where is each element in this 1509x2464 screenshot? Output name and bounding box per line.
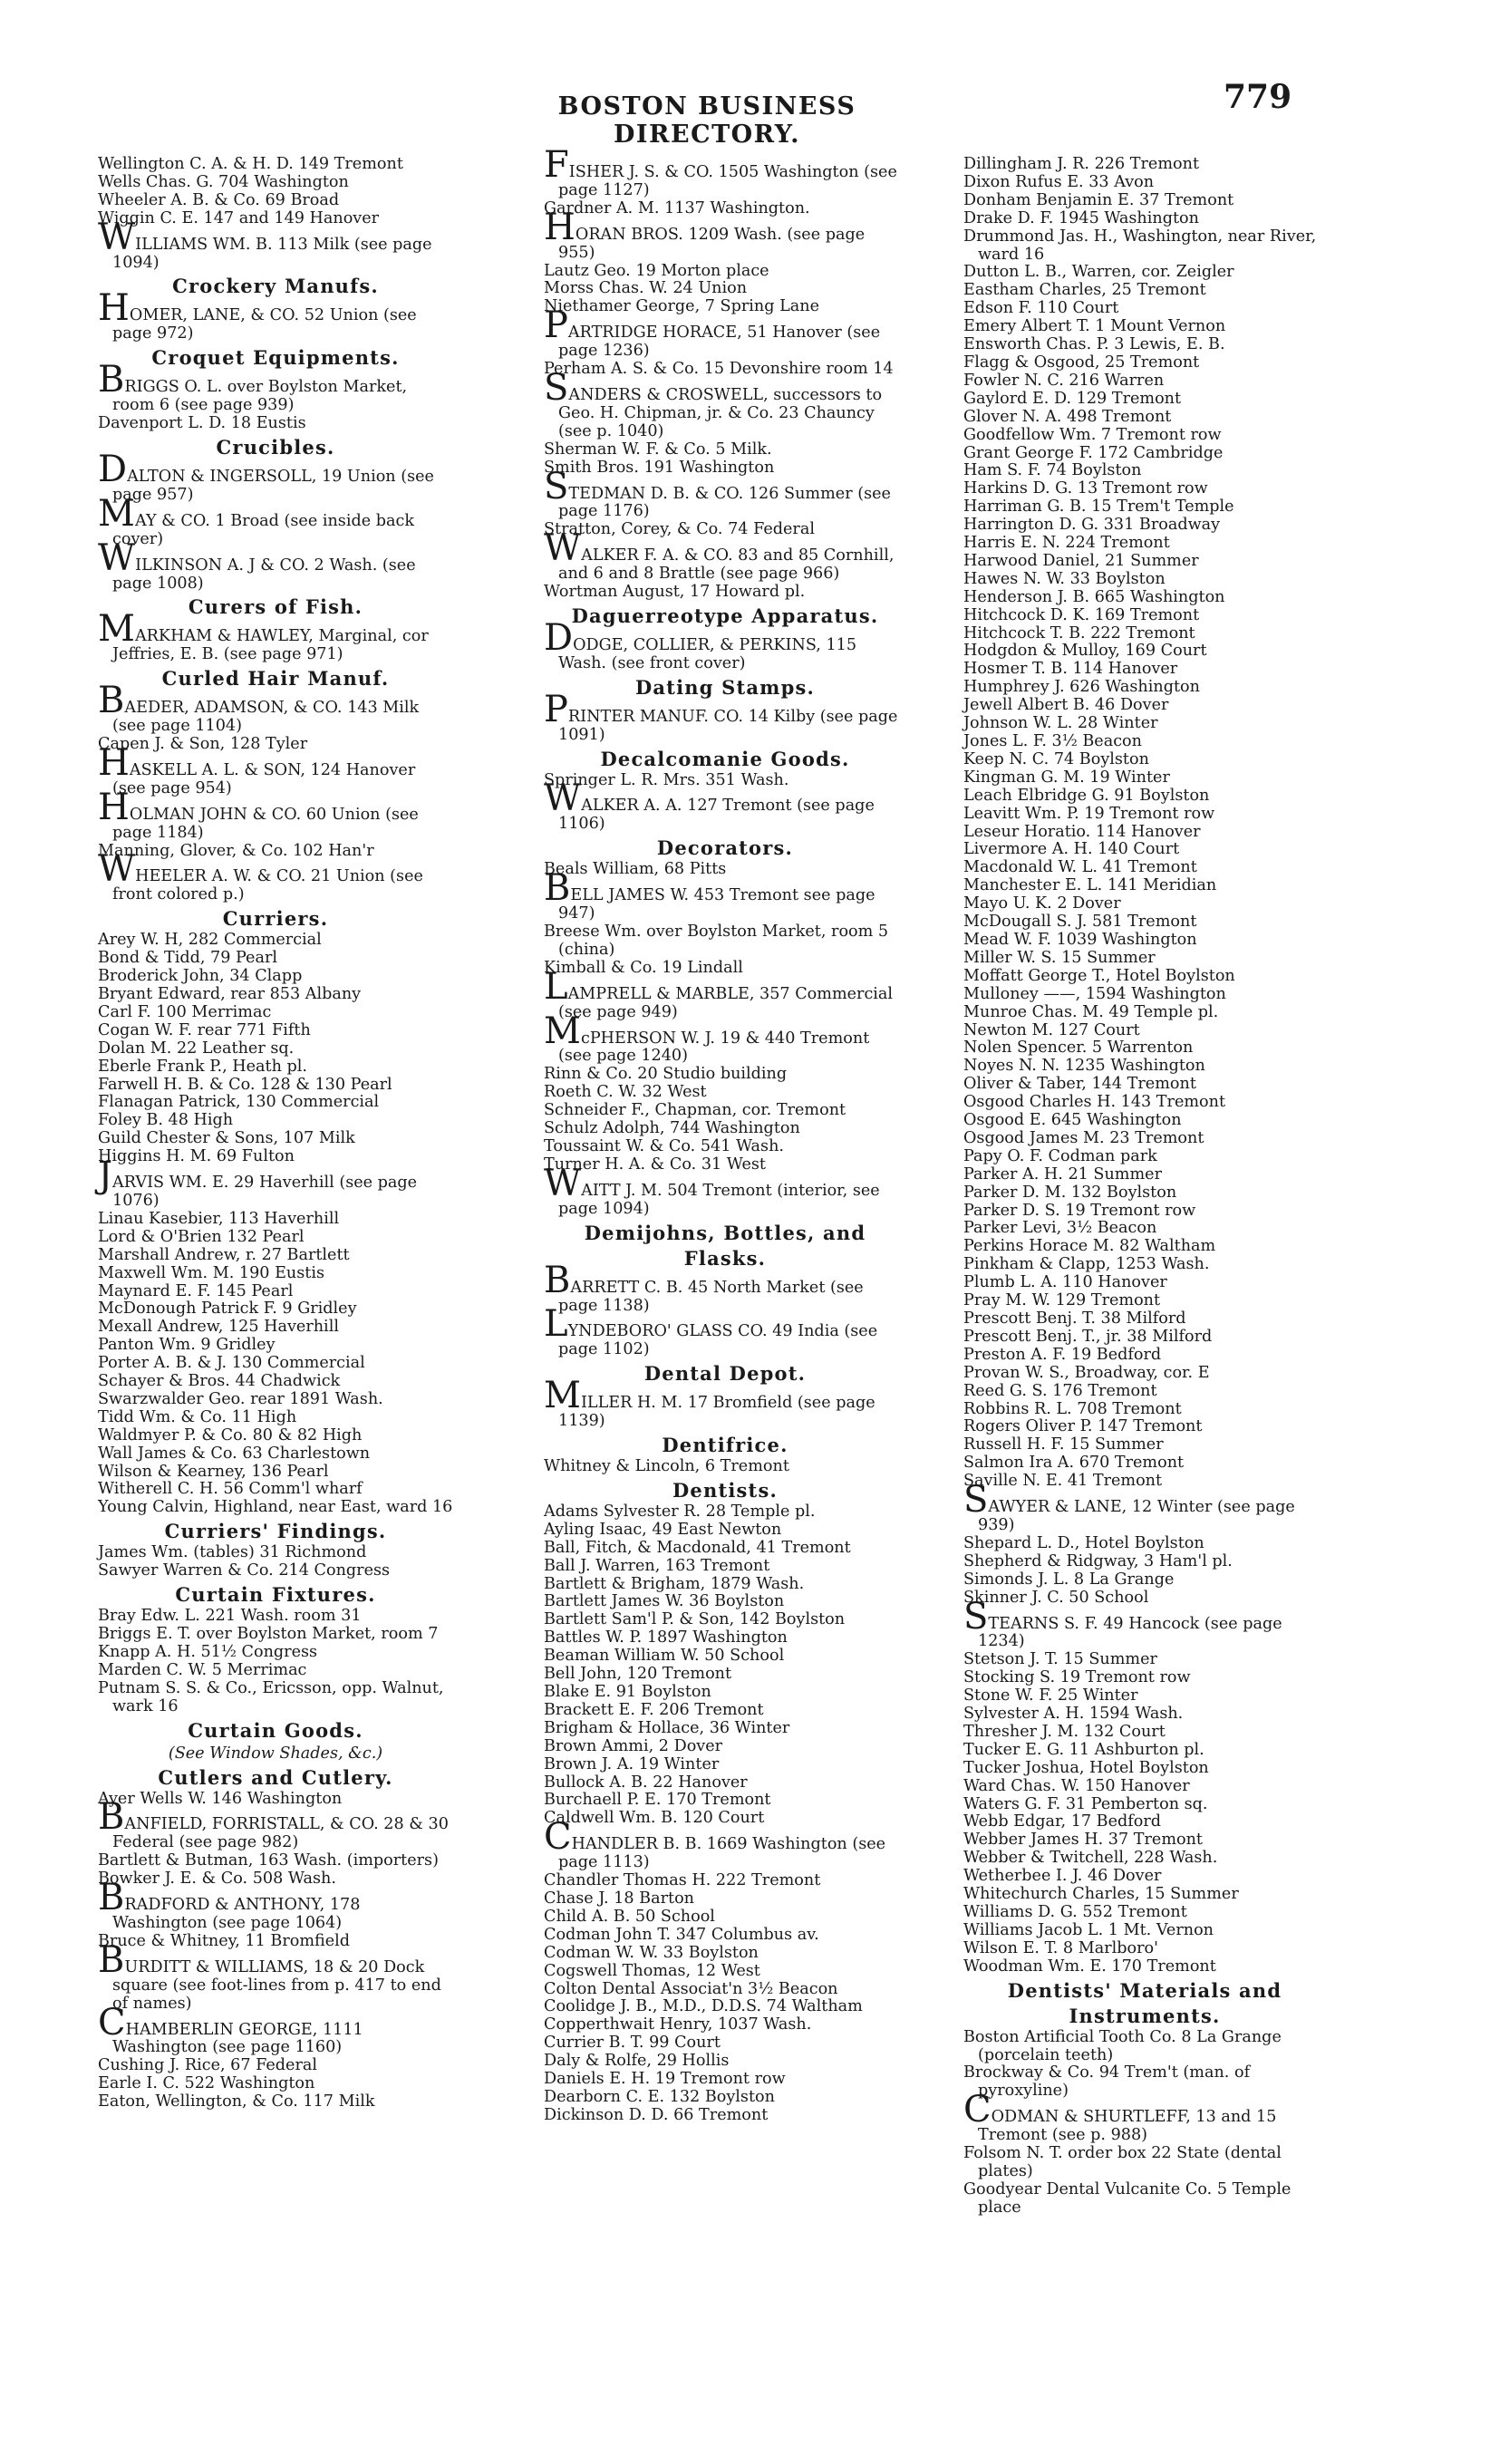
- directory-entry: Fowler N. C. 216 Warren: [963, 371, 1165, 390]
- directory-entry: Drummond Jas. H., Washington, near River, ward 16: [963, 227, 1317, 264]
- directory-entry: Linau Kasebier, 113 Haverhill: [98, 1209, 340, 1228]
- directory-entry: Codman W. W. 33 Boylston: [544, 1943, 759, 1962]
- advertiser-entry: WHEELER A. W. & CO. 21 Union (see front colored p.): [98, 848, 423, 904]
- directory-entry: Munroe Chas. M. 49 Temple pl.: [963, 1002, 1219, 1021]
- directory-entry: Shepard L. D., Hotel Boylston: [963, 1533, 1204, 1552]
- directory-entry: Moffatt George T., Hotel Boylston: [963, 966, 1235, 985]
- directory-entry: Preston A. F. 19 Bedford: [963, 1345, 1162, 1364]
- directory-entry: Pinkham & Clapp, 1253 Wash.: [963, 1255, 1210, 1274]
- category-heading: Dating Stamps.: [634, 675, 816, 699]
- category-heading: Dentifrice.: [662, 1434, 788, 1457]
- directory-entry: Pray M. W. 129 Tremont: [963, 1291, 1161, 1310]
- category-heading: Curers of Fish.: [188, 595, 363, 619]
- directory-entry: Eberle Frank P., Heath pl.: [98, 1057, 308, 1076]
- directory-entry: Mead W. F. 1039 Washington: [963, 930, 1197, 949]
- directory-entry: Dickinson D. D. 66 Tremont: [544, 2105, 769, 2124]
- directory-entry: Grant George F. 172 Cambridge: [963, 443, 1224, 462]
- directory-entry: Turner H. A. & Co. 31 West: [544, 1155, 766, 1174]
- directory-entry: Burchaell P. E. 170 Tremont: [544, 1791, 771, 1810]
- category-heading: Crucibles.: [216, 435, 335, 459]
- directory-entry: Hitchcock D. K. 169 Tremont: [963, 605, 1200, 624]
- directory-entry: Leavitt Wm. P. 19 Tremont row: [963, 804, 1215, 823]
- directory-entry: Rogers Oliver P. 147 Tremont: [963, 1417, 1203, 1436]
- directory-entry: James Wm. (tables) 31 Richmond: [98, 1543, 367, 1562]
- advertiser-entry: BELL JAMES W. 453 Tremont see page 947): [544, 867, 875, 923]
- directory-entry: Williams D. G. 552 Tremont: [963, 1903, 1187, 1921]
- directory-entry: Macdonald W. L. 41 Tremont: [963, 858, 1197, 877]
- directory-entry: Shepherd & Ridgway, 3 Ham'l pl.: [963, 1551, 1233, 1570]
- directory-entry: Brown J. A. 19 Winter: [544, 1754, 720, 1773]
- directory-entry: Ham S. F. 74 Boylston: [963, 461, 1142, 480]
- directory-entry: Toussaint W. & Co. 541 Wash.: [544, 1136, 785, 1155]
- category-heading: Demijohns, Bottles, and Flasks.: [584, 1221, 866, 1270]
- directory-entry: Blake E. 91 Boylston: [544, 1683, 711, 1701]
- directory-entry: Lautz Geo. 19 Morton place: [544, 261, 769, 280]
- directory-entry: Saville N. E. 41 Tremont: [963, 1472, 1163, 1491]
- advertiser-entry: STEARNS S. F. 49 Hancock (see page 1234): [963, 1595, 1282, 1651]
- directory-entry: Beals William, 68 Pitts: [544, 860, 727, 879]
- directory-entry: Codman John T. 347 Columbus av.: [544, 1925, 819, 1944]
- directory-entry: Copperthwait Henry, 1037 Wash.: [544, 2015, 812, 2034]
- column-3: [963, 156, 1326, 2218]
- directory-entry: Prescott Benj. T. 38 Milford: [963, 1309, 1186, 1328]
- directory-entry: Cushing J. Rice, 67 Federal: [98, 2056, 317, 2075]
- directory-entry: Wetherbee I. J. 46 Dover: [963, 1867, 1162, 1886]
- directory-entry: Bell John, 120 Tremont: [544, 1665, 732, 1684]
- column-2: [544, 144, 906, 2125]
- directory-entry: Sherman W. F. & Co. 5 Milk.: [544, 440, 772, 459]
- directory-entry: Livermore A. H. 140 Court: [963, 840, 1180, 859]
- directory-entry: Wilson & Kearney, 136 Pearl: [98, 1462, 329, 1481]
- directory-entry: Osgood E. 645 Washington: [963, 1111, 1182, 1130]
- directory-entry: Battles W. P. 1897 Washington: [544, 1628, 788, 1647]
- category-heading: Croquet Equipments.: [151, 346, 400, 370]
- directory-entry: Folsom N. T. order box 22 State (dental plates): [963, 2144, 1282, 2180]
- advertiser-entry: WILLIAMS WM. B. 113 Milk (see page 1094): [98, 216, 432, 272]
- directory-entry: Chase J. 18 Barton: [544, 1889, 694, 1908]
- advertiser-entry: BARRETT C. B. 45 North Market (see page 1138): [544, 1259, 864, 1315]
- directory-entry: Schneider F., Chapman, cor. Tremont: [544, 1101, 846, 1120]
- directory-entry: Dixon Rufus E. 33 Avon: [963, 172, 1155, 191]
- directory-entry: Ayling Isaac, 49 East Newton: [544, 1520, 782, 1539]
- directory-entry: Wortman August, 17 Howard pl.: [544, 583, 806, 602]
- directory-entry: Maxwell Wm. M. 190 Eustis: [98, 1263, 324, 1282]
- page-number: 779: [1224, 78, 1292, 116]
- directory-entry: Donham Benjamin E. 37 Tremont: [963, 190, 1234, 209]
- directory-entry: Waters G. F. 31 Pemberton sq.: [963, 1794, 1208, 1813]
- directory-entry: Leseur Horatio. 114 Hanover: [963, 822, 1201, 841]
- directory-entry: Porter A. B. & J. 130 Commercial: [98, 1354, 365, 1373]
- directory-entry: Mexall Andrew, 125 Haverhill: [98, 1318, 339, 1337]
- directory-entry: Oliver & Taber, 144 Tremont: [963, 1075, 1196, 1094]
- advertiser-entry: MILLER H. M. 17 Bromfield (see page 1139): [544, 1375, 875, 1431]
- directory-entry: Dillingham J. R. 226 Tremont: [963, 155, 1200, 173]
- directory-entry: Wells Chas. G. 704 Washington: [98, 172, 349, 191]
- advertiser-entry: BRIGGS O. L. over Boylston Market, room 6 (see page 939): [98, 359, 408, 415]
- advertiser-entry: HOLMAN JOHN & CO. 60 Union (see page 1184): [98, 786, 419, 842]
- advertiser-entry: FISHER J. S. & CO. 1505 Washington (see page 1127): [544, 144, 897, 199]
- category-heading: Crockery Manufs.: [172, 275, 379, 298]
- directory-entry: Webb Edgar, 17 Bedford: [963, 1812, 1162, 1831]
- directory-entry: Flanagan Patrick, 130 Commercial: [98, 1093, 380, 1112]
- directory-entry: Hawes N. W. 33 Boylston: [963, 569, 1166, 588]
- advertiser-entry: LAMPRELL & MARBLE, 357 Commercial (see page 949): [544, 965, 894, 1021]
- directory-entry: Young Calvin, Highland, near East, ward 16: [98, 1498, 453, 1517]
- directory-entry: Brigham & Hollace, 36 Winter: [544, 1718, 790, 1737]
- directory-entry: Bartlett & Brigham, 1879 Wash.: [544, 1574, 805, 1593]
- directory-entry: Wellington C. A. & H. D. 149 Tremont: [98, 155, 403, 173]
- directory-entry: Knapp A. H. 51½ Congress: [98, 1642, 318, 1661]
- directory-entry: Arey W. H, 282 Commercial: [98, 931, 322, 950]
- directory-entry: Glover N. A. 498 Tremont: [963, 407, 1172, 426]
- directory-entry: Osgood James M. 23 Tremont: [963, 1128, 1204, 1147]
- column-1: [98, 156, 453, 2111]
- directory-entry: Whitechurch Charles, 15 Summer: [963, 1885, 1239, 1904]
- advertiser-entry: CHAMBERLIN GEORGE, 1111 Washington (see page 1160): [98, 2001, 363, 2057]
- directory-entry: Waldmyer P. & Co. 80 & 82 High: [98, 1425, 363, 1445]
- advertiser-entry: SAWYER & LANE, 12 Winter (see page 939): [963, 1479, 1295, 1534]
- directory-entry: Bruce & Whitney, 11 Bromfield: [98, 1931, 351, 1950]
- directory-entry: Tucker E. G. 11 Ashburton pl.: [963, 1740, 1204, 1759]
- advertiser-entry: MAY & CO. 1 Broad (see inside back cover): [98, 492, 414, 548]
- directory-entry: Bowker J. E. & Co. 508 Wash.: [98, 1870, 336, 1889]
- directory-entry: Webber James H. 37 Tremont: [963, 1831, 1204, 1850]
- directory-entry: Broderick John, 34 Clapp: [98, 967, 303, 986]
- advertiser-entry: BAEDER, ADAMSON, & CO. 143 Milk (see page 1104): [98, 680, 420, 736]
- directory-entry: Thresher J. M. 132 Court: [963, 1722, 1166, 1741]
- category-heading: Curled Hair Manuf.: [161, 667, 390, 691]
- category-heading: Cutlers and Cutlery.: [158, 1765, 393, 1789]
- directory-entry: Wilson E. T. 8 Marlboro': [963, 1938, 1158, 1957]
- advertiser-entry: PRINTER MANUF. CO. 14 Kilby (see page 1091): [544, 688, 898, 744]
- advertiser-entry: McPHERSON W. J. 19 & 440 Tremont (see page 1240): [544, 1010, 870, 1066]
- directory-entry: Jones L. F. 3½ Beacon: [963, 732, 1142, 750]
- directory-entry: Noyes N. N. 1235 Washington: [963, 1057, 1205, 1076]
- directory-entry: Child A. B. 50 School: [544, 1907, 715, 1926]
- directory-entry: Stone W. F. 25 Winter: [963, 1686, 1138, 1705]
- directory-entry: Stetson J. T. 15 Summer: [963, 1650, 1157, 1669]
- directory-entry: Prescott Benj. T., jr. 38 Milford: [963, 1327, 1213, 1346]
- advertiser-entry: PARTRIDGE HORACE, 51 Hanover (see page 1236): [544, 304, 881, 361]
- directory-entry: Dolan M. 22 Leather sq.: [98, 1039, 295, 1058]
- directory-entry: Panton Wm. 9 Gridley: [98, 1336, 276, 1355]
- advertiser-entry: DODGE, COLLIER, & PERKINS, 115 Wash. (see front cover): [544, 616, 857, 672]
- directory-entry: Guild Chester & Sons, 107 Milk: [98, 1129, 355, 1148]
- advertiser-entry: SANDERS & CROSWELL, successors to Geo. H. Chipman, jr. & Co. 23 Chauncy (see p. 1040): [544, 366, 883, 440]
- directory-entry: Carl F. 100 Merrimac: [98, 1002, 272, 1021]
- directory-entry: Manchester E. L. 141 Meridian: [963, 876, 1217, 895]
- directory-entry: Briggs E. T. over Boylston Market, room 7: [98, 1625, 439, 1643]
- directory-entry: Ball J. Warren, 163 Tremont: [544, 1556, 770, 1575]
- directory-entry: Keep N. C. 74 Boylston: [963, 749, 1149, 768]
- directory-entry: Swarzwalder Geo. rear 1891 Wash.: [98, 1389, 383, 1408]
- directory-entry: Edson F. 110 Court: [963, 299, 1119, 318]
- directory-entry: Schayer & Bros. 44 Chadwick: [98, 1372, 341, 1391]
- directory-entry: Caldwell Wm. B. 120 Court: [544, 1809, 765, 1828]
- directory-entry: Currier B. T. 99 Court: [544, 2034, 721, 2053]
- directory-entry: Roeth C. W. 32 West: [544, 1083, 707, 1102]
- directory-entry: Colton Dental Associat'n 3½ Beacon: [544, 1979, 838, 1998]
- directory-entry: Kimball & Co. 19 Lindall: [544, 958, 743, 977]
- directory-entry: Stocking S. 19 Tremont row: [963, 1668, 1191, 1687]
- advertiser-entry: WILKINSON A. J & CO. 2 Wash. (see page 1008): [98, 536, 416, 593]
- directory-entry: Breese Wm. over Boylston Market, room 5 (china): [544, 923, 889, 959]
- directory-entry: Provan W. S., Broadway, cor. E: [963, 1363, 1210, 1382]
- directory-entry: Rinn & Co. 20 Studio building: [544, 1065, 788, 1084]
- cross-reference-note: (See Window Shades, &c.): [168, 1744, 383, 1763]
- directory-entry: Harkins D. G. 13 Tremont row: [963, 479, 1208, 498]
- directory-entry: Sylvester A. H. 1594 Wash.: [963, 1705, 1184, 1724]
- category-heading: Decorators.: [656, 836, 794, 860]
- directory-entry: Coolidge J. B., M.D., D.D.S. 74 Waltham: [544, 1997, 863, 2016]
- directory-entry: Dutton L. B., Warren, cor. Zeigler: [963, 263, 1234, 282]
- directory-entry: Wheeler A. B. & Co. 69 Broad: [98, 190, 340, 209]
- directory-entry: Whitney & Lincoln, 6 Tremont: [544, 1457, 789, 1476]
- advertiser-entry: WALKER F. A. & CO. 83 and 85 Cornhill, and 6 and 8 Brattle (see page 966): [544, 527, 895, 584]
- directory-entry: Reed G. S. 176 Tremont: [963, 1381, 1157, 1400]
- directory-entry: Stratton, Corey, & Co. 74 Federal: [544, 520, 815, 539]
- category-heading: Dentists' Materials and Instruments.: [1007, 1978, 1282, 2027]
- directory-entry: Bartlett & Butman, 163 Wash. (importers): [98, 1851, 439, 1870]
- directory-entry: Ward Chas. W. 150 Hanover: [963, 1776, 1190, 1795]
- directory-entry: Foley B. 48 High: [98, 1111, 234, 1130]
- directory-entry: Nolen Spencer. 5 Warrenton: [963, 1039, 1194, 1058]
- directory-entry: Simonds J. L. 8 La Grange: [963, 1570, 1175, 1589]
- directory-entry: Leach Elbridge G. 91 Boylston: [963, 786, 1210, 805]
- directory-entry: Webber & Twitchell, 228 Wash.: [963, 1849, 1218, 1868]
- directory-entry: Morss Chas. W. 24 Union: [544, 279, 748, 298]
- directory-entry: Ball, Fitch, & Macdonald, 41 Tremont: [544, 1538, 851, 1557]
- directory-entry: Gaylord E. D. 129 Tremont: [963, 389, 1182, 408]
- directory-entry: Brackett E. F. 206 Tremont: [544, 1700, 764, 1719]
- directory-entry: Cogan W. F. rear 771 Fifth: [98, 1020, 311, 1039]
- directory-entry: Hitchcock T. B. 222 Tremont: [963, 623, 1195, 643]
- directory-entry: Perkins Horace M. 82 Waltham: [963, 1237, 1216, 1256]
- directory-entry: Marshall Andrew, r. 27 Bartlett: [98, 1245, 350, 1264]
- directory-entry: Tidd Wm. & Co. 11 High: [98, 1407, 297, 1426]
- directory-entry: Ayer Wells W. 146 Washington: [98, 1789, 343, 1808]
- directory-entry: Dearborn C. E. 132 Boylston: [544, 2087, 775, 2106]
- directory-entry: Emery Albert T. 1 Mount Vernon: [963, 317, 1226, 336]
- directory-entry: Parker A. H. 21 Summer: [963, 1164, 1162, 1184]
- directory-entry: Brockway & Co. 94 Trem't (man. of pyroxyline): [963, 2063, 1251, 2101]
- directory-entry: Mulloney ——, 1594 Washington: [963, 984, 1226, 1003]
- directory-entry: Goodyear Dental Vulcanite Co. 5 Temple place: [963, 2179, 1291, 2217]
- category-heading: Dentists.: [672, 1478, 778, 1502]
- directory-entry: Robbins R. L. 708 Tremont: [963, 1399, 1182, 1418]
- advertiser-entry: WALKER A. A. 127 Tremont (see page 1106): [544, 778, 875, 834]
- advertiser-entry: LYNDEBORO' GLASS CO. 49 India (see page 1102): [544, 1303, 878, 1359]
- advertiser-entry: STEDMAN D. B. & CO. 126 Summer (see page 1176): [544, 465, 891, 521]
- directory-entry: Brown Ammi, 2 Dover: [544, 1736, 723, 1755]
- directory-entry: Daniels E. H. 19 Tremont row: [544, 2070, 786, 2089]
- directory-entry: Drake D. F. 1945 Washington: [963, 208, 1199, 227]
- directory-entry: Maynard E. F. 145 Pearl: [98, 1281, 294, 1300]
- directory-entry: Putnam S. S. & Co., Ericsson, opp. Walnut, wark 16: [98, 1678, 444, 1715]
- directory-entry: Parker D. M. 132 Boylston: [963, 1183, 1177, 1202]
- directory-entry: Osgood Charles H. 143 Tremont: [963, 1093, 1226, 1112]
- directory-entry: Cogswell Thomas, 12 West: [544, 1961, 760, 1980]
- category-heading: Curtain Fixtures.: [175, 1583, 376, 1607]
- directory-entry: Wiggin C. E. 147 and 149 Hanover: [98, 208, 380, 227]
- directory-entry: Goodfellow Wm. 7 Tremont row: [963, 425, 1222, 444]
- directory-entry: Williams Jacob L. 1 Mt. Vernon: [963, 1920, 1214, 1939]
- directory-entry: Earle I. C. 522 Washington: [98, 2074, 315, 2093]
- category-heading: Decalcomanie Goods.: [600, 747, 850, 770]
- category-heading: Curtain Goods.: [188, 1718, 363, 1742]
- directory-entry: Miller W. S. 15 Summer: [963, 948, 1156, 967]
- advertiser-entry: HOMER, LANE, & CO. 52 Union (see page 972): [98, 287, 417, 343]
- directory-entry: Bullock A. B. 22 Hanover: [544, 1773, 748, 1792]
- directory-entry: Kingman G. M. 19 Winter: [963, 768, 1170, 787]
- directory-entry: Sawyer Warren & Co. 214 Congress: [98, 1561, 391, 1580]
- directory-entry: Bartlett Sam'l P. & Son, 142 Boylston: [544, 1610, 846, 1629]
- directory-entry: Mayo U. K. 2 Dover: [963, 894, 1121, 913]
- directory-entry: Witherell C. H. 56 Comm'l wharf: [98, 1480, 363, 1499]
- directory-entry: Lord & O'Brien 132 Pearl: [98, 1227, 305, 1246]
- directory-entry: Bond & Tidd, 79 Pearl: [98, 949, 277, 968]
- directory-entry: Tucker Joshua, Hotel Boylston: [963, 1758, 1209, 1777]
- directory-entry: Springer L. R. Mrs. 351 Wash.: [544, 770, 789, 789]
- directory-entry: Davenport L. D. 18 Eustis: [98, 414, 306, 433]
- directory-entry: Skinner J. C. 50 School: [963, 1588, 1149, 1607]
- directory-entry: Harrington D. G. 331 Broadway: [963, 516, 1221, 535]
- directory-entry: Bray Edw. L. 221 Wash. room 31: [98, 1607, 362, 1626]
- directory-entry: Flagg & Osgood, 25 Tremont: [963, 353, 1200, 372]
- directory-entry: Gardner A. M. 1137 Washington.: [544, 198, 810, 217]
- directory-entry: Marden C. W. 5 Merrimac: [98, 1660, 307, 1679]
- directory-entry: Parker Levi, 3½ Beacon: [963, 1219, 1157, 1238]
- directory-entry: Newton M. 127 Court: [963, 1020, 1140, 1039]
- directory-entry: Bryant Edward, rear 853 Albany: [98, 985, 362, 1003]
- directory-entry: Eastham Charles, 25 Tremont: [963, 281, 1206, 300]
- directory-entry: Eaton, Wellington, & Co. 117 Milk: [98, 2092, 375, 2111]
- category-heading: Curriers' Findings.: [164, 1520, 387, 1543]
- directory-entry: Wall James & Co. 63 Charlestown: [98, 1444, 371, 1463]
- directory-entry: Harriman G. B. 15 Trem't Temple: [963, 498, 1234, 517]
- directory-entry: Parker D. S. 19 Tremont row: [963, 1201, 1196, 1220]
- directory-entry: Harwood Daniel, 21 Summer: [963, 551, 1199, 570]
- directory-entry: Higgins H. M. 69 Fulton: [98, 1147, 295, 1166]
- directory-entry: Bartlett James W. 36 Boylston: [544, 1592, 785, 1611]
- directory-entry: Jewell Albert B. 46 Dover: [963, 696, 1169, 715]
- directory-entry: Hodgdon & Mulloy, 169 Court: [963, 642, 1207, 661]
- advertiser-entry: BURDITT & WILLIAMS, 18 & 20 Dock square (see foot-lines from p. 417 to end of names): [98, 1938, 441, 2013]
- advertiser-entry: MARKHAM & HAWLEY, Marginal, cor Jeffries, E. B. (see page 971): [98, 608, 429, 664]
- directory-entry: Papy O. F. Codman park: [963, 1146, 1157, 1165]
- directory-entry: Russell H. F. 15 Summer: [963, 1435, 1164, 1454]
- directory-entry: Salmon Ira A. 670 Tremont: [963, 1454, 1185, 1473]
- directory-entry: Daly & Rolfe, 29 Hollis: [544, 2052, 730, 2071]
- directory-entry: Smith Bros. 191 Washington: [544, 458, 775, 477]
- directory-entry: Farwell H. B. & Co. 128 & 130 Pearl: [98, 1075, 392, 1094]
- directory-entry: Johnson W. L. 28 Winter: [963, 714, 1158, 733]
- directory-entry: Chandler Thomas H. 222 Tremont: [544, 1871, 821, 1890]
- directory-entry: Niethamer George, 7 Spring Lane: [544, 297, 819, 316]
- advertiser-entry: CODMAN & SHURTLEFF, 13 and 15 Tremont (see p. 988): [963, 2089, 1277, 2145]
- category-heading: Curriers.: [222, 907, 329, 931]
- directory-entry: Henderson J. B. 665 Washington: [963, 587, 1225, 606]
- directory-entry: Perham A. S. & Co. 15 Devonshire room 14: [544, 360, 894, 379]
- directory-entry: Ensworth Chas. P. 3 Lewis, E. B.: [963, 335, 1225, 354]
- directory-entry: Humphrey J. 626 Washington: [963, 678, 1200, 697]
- page-title: BOSTON BUSINESS DIRECTORY.: [557, 92, 856, 149]
- directory-entry: Woodman Wm. E. 170 Tremont: [963, 1957, 1216, 1976]
- advertiser-entry: HASKELL A. L. & SON, 124 Hanover (see page 954): [98, 741, 416, 797]
- directory-entry: Hosmer T. B. 114 Hanover: [963, 660, 1178, 679]
- advertiser-entry: DALTON & INGERSOLL, 19 Union (see page 957): [98, 448, 434, 504]
- directory-entry: Boston Artificial Tooth Co. 8 La Grange (porcelain teeth): [963, 2027, 1282, 2064]
- category-heading: Daguerreotype Apparatus.: [571, 604, 879, 627]
- directory-entry: Adams Sylvester R. 28 Temple pl.: [544, 1502, 816, 1521]
- directory-entry: Schulz Adolph, 744 Washington: [544, 1119, 800, 1138]
- directory-entry: McDonough Patrick F. 9 Gridley: [98, 1300, 357, 1319]
- directory-entry: Harris E. N. 224 Tremont: [963, 534, 1170, 553]
- directory-entry: Plumb L. A. 110 Hanover: [963, 1273, 1167, 1292]
- category-heading: Dental Depot.: [643, 1362, 807, 1386]
- advertiser-entry: BANFIELD, FORRISTALL, & CO. 28 & 30 Federal (see page 982): [98, 1796, 449, 1852]
- page-header: [0, 78, 1509, 149]
- advertiser-entry: CHANDLER B. B. 1669 Washington (see page 1113): [544, 1816, 886, 1872]
- directory-entry: Beaman William W. 50 School: [544, 1647, 785, 1666]
- advertiser-entry: JARVIS WM. E. 29 Haverhill (see page 1076): [98, 1155, 418, 1210]
- advertiser-entry: HORAN BROS. 1209 Wash. (see page 955): [544, 206, 866, 262]
- directory-entry: McDougall S. J. 581 Tremont: [963, 913, 1197, 932]
- directory-entry: Manning, Glover, & Co. 102 Han'r: [98, 841, 374, 860]
- advertiser-entry: BRADFORD & ANTHONY, 178 Washington (see page 1064): [98, 1877, 361, 1932]
- directory-entry: Capen J. & Son, 128 Tyler: [98, 735, 308, 754]
- advertiser-entry: WAITT J. M. 504 Tremont (interior, see page 1094): [544, 1162, 880, 1218]
